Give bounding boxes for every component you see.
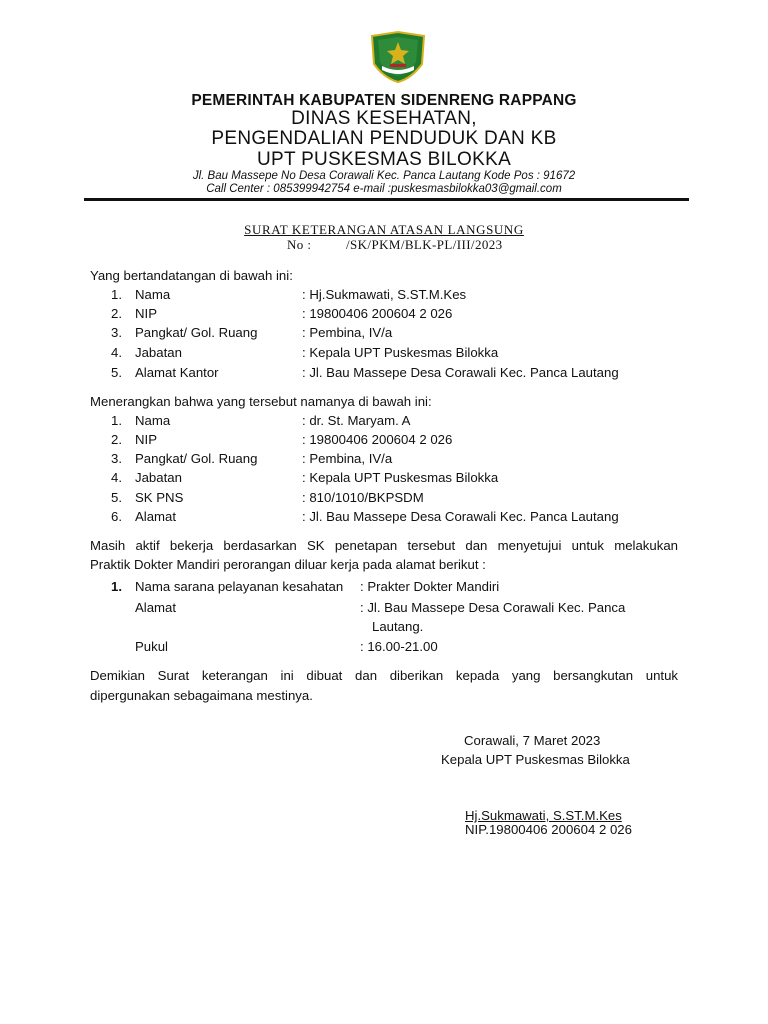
subject-row-number: 1. (111, 413, 122, 428)
subject-row-value: : 810/1010/BKPSDM (302, 490, 424, 505)
department-heading-line2: PENGENDALIAN PENDUDUK DAN KB (211, 128, 557, 149)
practice-facility-value: : Prakter Dokter Mandiri (360, 579, 500, 594)
document-title: SURAT KETERANGAN ATASAN LANGSUNG (244, 222, 524, 237)
subject-row-value: : Jl. Bau Massepe Desa Corawali Kec. Panca Lautang (302, 509, 619, 524)
subject-row-number: 5. (111, 490, 122, 505)
paragraph-active-work-line1: Masih aktif bekerja berdasarkan SK penetapan tersebut dan menyetujui untuk melakukan (90, 538, 678, 553)
signature-place-date: Corawali, 7 Maret 2023 (464, 733, 601, 748)
practice-address-value-line2: Lautang. (372, 619, 424, 634)
signer-row-value: : Pembina, IV/a (302, 325, 393, 340)
subject-row-label: Nama (135, 413, 171, 428)
signer-row-number: 2. (111, 306, 122, 321)
office-address: Jl. Bau Massepe No Desa Corawali Kec. Panca Lautang Kode Pos : 91672 (192, 170, 576, 182)
subject-row-value: : Pembina, IV/a (302, 451, 393, 466)
signer-row-value: : Jl. Bau Massepe Desa Corawali Kec. Panca Lautang (302, 365, 619, 380)
practice-time-label: Pukul (135, 639, 168, 654)
document-number-value: /SK/PKM/BLK-PL/III/2023 (346, 237, 503, 252)
regency-emblem-icon (368, 30, 428, 84)
signer-row-label: Alamat Kantor (135, 365, 219, 380)
signer-row-label: NIP (135, 306, 157, 321)
unit-heading: UPT PUSKESMAS BILOKKA (256, 149, 512, 170)
subject-row-label: Jabatan (135, 470, 182, 485)
subject-row-value: : dr. St. Maryam. A (302, 413, 411, 428)
document-number-label: No : (287, 237, 312, 252)
practice-address-value-line1: : Jl. Bau Massepe Desa Corawali Kec. Panca (360, 600, 626, 615)
signer-row-value: : 19800406 200604 2 026 (302, 306, 453, 321)
signer-row-value: : Kepala UPT Puskesmas Bilokka (302, 345, 499, 360)
signer-row-number: 3. (111, 325, 122, 340)
government-heading: PEMERINTAH KABUPATEN SIDENRENG RAPPANG (191, 92, 577, 109)
signer-row-label: Jabatan (135, 345, 182, 360)
practice-facility-label: Nama sarana pelayanan kesahatan (135, 579, 344, 594)
signer-row-number: 4. (111, 345, 122, 360)
office-contact: Call Center : 085399942754 e-mail :puskesmasbilokka03@gmail.com (206, 183, 562, 195)
paragraph-closing-line1: Demikian Surat keterangan ini dibuat dan diberikan kepada yang bersangkutan untuk (90, 668, 678, 683)
subject-row-label: Pangkat/ Gol. Ruang (135, 451, 258, 466)
subject-row-label: SK PNS (135, 490, 184, 505)
signer-row-label: Pangkat/ Gol. Ruang (135, 325, 258, 340)
signature-nip: NIP.19800406 200604 2 026 (465, 822, 632, 837)
signer-row-number: 5. (111, 365, 122, 380)
subject-row-value: : Kepala UPT Puskesmas Bilokka (302, 470, 499, 485)
department-heading-line1: DINAS KESEHATAN, (291, 108, 477, 129)
practice-row-number: 1. (111, 579, 122, 594)
signer-intro: Yang bertandatangan di bawah ini: (90, 268, 293, 283)
practice-time-value: : 16.00-21.00 (360, 639, 438, 654)
signature-name: Hj.Sukmawati, S.ST.M.Kes (465, 808, 622, 823)
signer-row-label: Nama (135, 287, 171, 302)
signature-position: Kepala UPT Puskesmas Bilokka (441, 752, 630, 767)
subject-row-label: NIP (135, 432, 157, 447)
subject-row-value: : 19800406 200604 2 026 (302, 432, 453, 447)
paragraph-closing-line2: dipergunakan sebagaimana mestinya. (90, 688, 313, 703)
signer-row-number: 1. (111, 287, 122, 302)
subject-row-number: 6. (111, 509, 122, 524)
subject-row-number: 4. (111, 470, 122, 485)
paragraph-active-work-line2: Praktik Dokter Mandiri perorangan diluar kerja pada alamat berikut : (90, 557, 486, 572)
header-divider (84, 198, 689, 201)
subject-row-label: Alamat (135, 509, 177, 524)
subject-row-number: 2. (111, 432, 122, 447)
signer-row-value: : Hj.Sukmawati, S.ST.M.Kes (302, 287, 467, 302)
subject-intro: Menerangkan bahwa yang tersebut namanya di bawah ini: (90, 394, 432, 409)
practice-address-label: Alamat (135, 600, 177, 615)
subject-row-number: 3. (111, 451, 122, 466)
